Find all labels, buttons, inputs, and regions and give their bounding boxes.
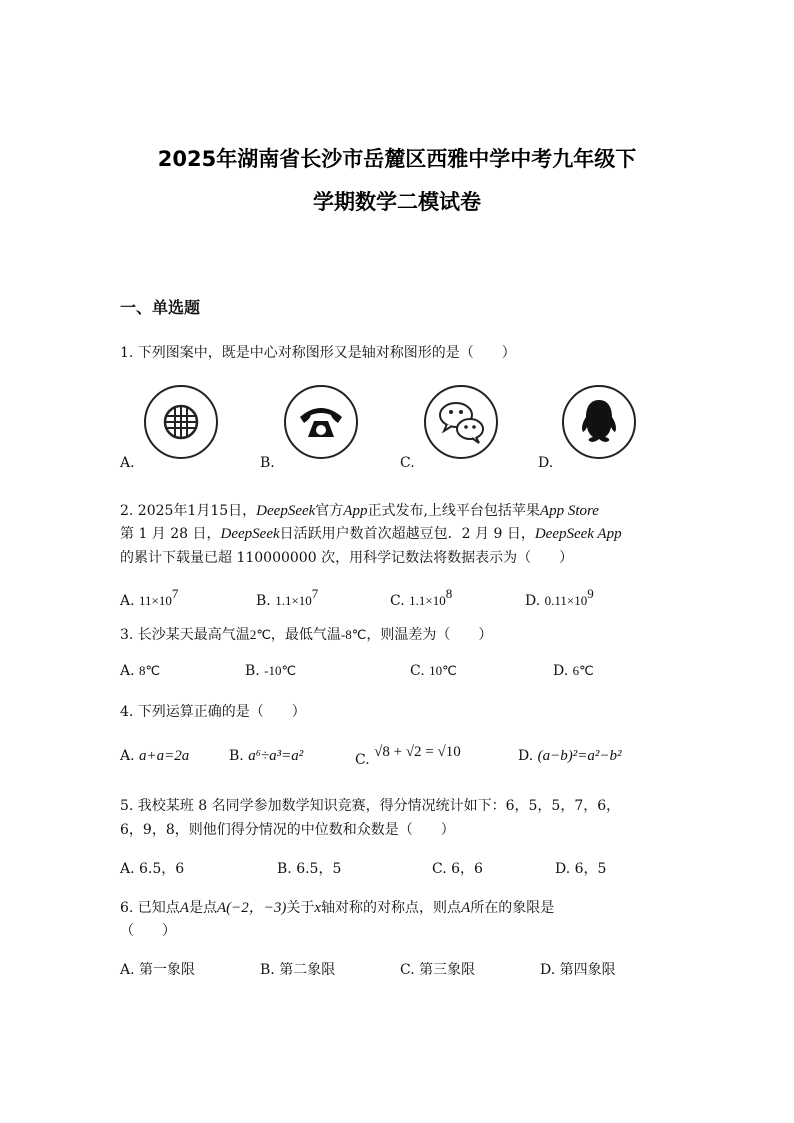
- q6-text: 是点: [188, 900, 217, 916]
- q2-app: App: [343, 503, 368, 519]
- option-exponent: 7: [311, 586, 319, 601]
- q2-option-c: [390, 586, 452, 609]
- option-label: C.: [400, 962, 415, 978]
- q2-text: 日活跃用户数首次超越豆包．2 月 9 日，: [279, 526, 535, 542]
- option-label: B.: [245, 663, 260, 679]
- option-label: A.: [120, 861, 135, 877]
- option-exponent: 9: [587, 586, 594, 601]
- option-d-label: D.: [538, 455, 554, 471]
- question-2-line-2: [120, 523, 622, 543]
- question-3-stem: [120, 624, 492, 644]
- option-value: 10℃: [429, 663, 457, 678]
- option-label: D.: [518, 748, 534, 764]
- q6-option-a: [120, 959, 195, 979]
- q6-option-b: [260, 959, 335, 979]
- option-label: D.: [540, 962, 556, 978]
- page-subtitle: 学期数学二模试卷: [313, 190, 481, 214]
- q5-option-c: [432, 858, 483, 878]
- option-label: C.: [410, 663, 425, 679]
- q6-point-a: A: [179, 900, 189, 916]
- q3-option-b: [245, 663, 296, 679]
- option-exponent: 7: [171, 586, 179, 601]
- option-value: 1.1×10: [409, 593, 446, 608]
- option-label: C.: [390, 593, 405, 609]
- q3-text: ，最低气温: [270, 627, 341, 643]
- option-value: √8 + √2 = √10: [374, 744, 461, 760]
- option-label: B.: [229, 748, 244, 764]
- q4-option-a: [120, 748, 189, 765]
- q2-text: 官方: [315, 503, 344, 519]
- q2-deepseek: DeepSeek: [220, 526, 280, 542]
- option-label: C.: [432, 861, 447, 877]
- option-value: 第四象限: [559, 962, 616, 978]
- option-b-label: B.: [260, 455, 275, 471]
- option-label: A.: [120, 962, 135, 978]
- q2-option-b: [256, 586, 318, 609]
- q2-app-store: App Store: [539, 503, 599, 519]
- question-2-line-3: 的累计下载量已超 110000000 次，用科学记数法将数据表示为（ ）: [120, 550, 574, 566]
- q3-option-c: [410, 663, 457, 679]
- option-label: D.: [525, 593, 541, 609]
- question-4-stem: 4. 下列运算正确的是（ ）: [120, 704, 306, 720]
- q5-option-a: [120, 858, 184, 878]
- option-value: 6.5，5: [296, 861, 342, 877]
- option-value: 0.11×10: [544, 593, 588, 608]
- option-value: 6，5: [574, 861, 607, 877]
- option-value: 6℃: [572, 663, 594, 678]
- q2-text: 正式发布,上线平台包括苹果: [367, 503, 540, 519]
- q6-x-axis: x: [314, 900, 322, 916]
- option-value: a+a=2a: [139, 748, 190, 764]
- q2-deepseek: DeepSeek: [256, 503, 316, 519]
- q5-option-d: [555, 858, 606, 878]
- question-1-stem: 1. 下列图案中，既是中心对称图形又是轴对称图形的是（ ）: [120, 345, 516, 361]
- q6-text: 所在的象限是: [470, 900, 555, 916]
- q6-text: 6. 已知点: [120, 900, 180, 916]
- option-a-label: A.: [120, 455, 135, 471]
- q3-max-temp: 2℃: [249, 627, 271, 642]
- option-a-globe-icon: [144, 385, 218, 459]
- option-label: A.: [120, 593, 135, 609]
- option-label: D.: [553, 663, 569, 679]
- option-exponent: 8: [445, 586, 453, 601]
- q4-option-b: [229, 748, 303, 765]
- q6-point-coords: A(−2，−3): [216, 900, 287, 916]
- q6-point-a: A: [461, 900, 471, 916]
- question-2-line-1: [120, 500, 599, 520]
- option-label: B.: [256, 593, 271, 609]
- q5-option-b: [277, 858, 341, 878]
- section-heading: 一、单选题: [120, 298, 201, 317]
- q4-option-d: [518, 748, 622, 765]
- q6-text: 关于: [286, 900, 315, 916]
- q2-deepseek-app: DeepSeek App: [534, 526, 622, 542]
- q3-min-temp: -8℃: [340, 627, 367, 642]
- q3-text: ，则温差为（ ）: [366, 627, 493, 643]
- option-label: C.: [355, 752, 370, 768]
- option-value: 第一象限: [139, 962, 196, 978]
- option-value: 第三象限: [419, 962, 476, 978]
- option-d-qq-penguin-icon: [562, 385, 636, 459]
- question-6-line-1: [120, 896, 554, 917]
- q2-text: 第 1 月 28 日，: [120, 526, 221, 542]
- question-5-line-2: 6，9，8，则他们得分情况的中位数和众数是（ ）: [120, 822, 455, 838]
- q2-option-a: [120, 586, 178, 609]
- option-value: a⁶÷a³=a²: [248, 748, 304, 764]
- option-c-label: C.: [400, 455, 415, 471]
- q6-option-d: [540, 959, 616, 979]
- option-value: 6，6: [451, 861, 483, 877]
- option-label: A.: [120, 748, 135, 764]
- question-5-line-1: 5. 我校某班 8 名同学参加数学知识竞赛，得分情况统计如下：6，5，5，7，6，: [120, 798, 621, 814]
- q3-option-d: [553, 663, 594, 679]
- q6-option-c: [400, 959, 475, 979]
- option-value: 11×10: [139, 593, 172, 608]
- q2-option-d: [525, 586, 594, 609]
- page-title: 2025年湖南省长沙市岳麓区西雅中学中考九年级下: [157, 147, 637, 171]
- option-value: -10℃: [264, 663, 297, 678]
- q3-option-a: [120, 663, 160, 679]
- q4-option-c: [355, 744, 461, 768]
- option-value: 8℃: [139, 663, 161, 678]
- question-6-line-2: （ ）: [120, 923, 176, 939]
- option-b-telephone-icon: [284, 385, 358, 459]
- option-value: 第二象限: [279, 962, 336, 978]
- option-label: D.: [555, 861, 571, 877]
- option-c-wechat-icon: [424, 385, 498, 459]
- option-value: (a−b)²=a²−b²: [537, 748, 622, 764]
- option-value: 6.5，6: [139, 861, 185, 877]
- option-label: B.: [277, 861, 292, 877]
- option-label: A.: [120, 663, 135, 679]
- option-value: 1.1×10: [275, 593, 312, 608]
- q2-text: 2. 2025年1月15日，: [120, 503, 257, 519]
- option-label: B.: [260, 962, 275, 978]
- q6-text: 轴对称的对称点，则点: [321, 900, 462, 916]
- q3-text: 3. 长沙某天最高气温: [120, 627, 250, 643]
